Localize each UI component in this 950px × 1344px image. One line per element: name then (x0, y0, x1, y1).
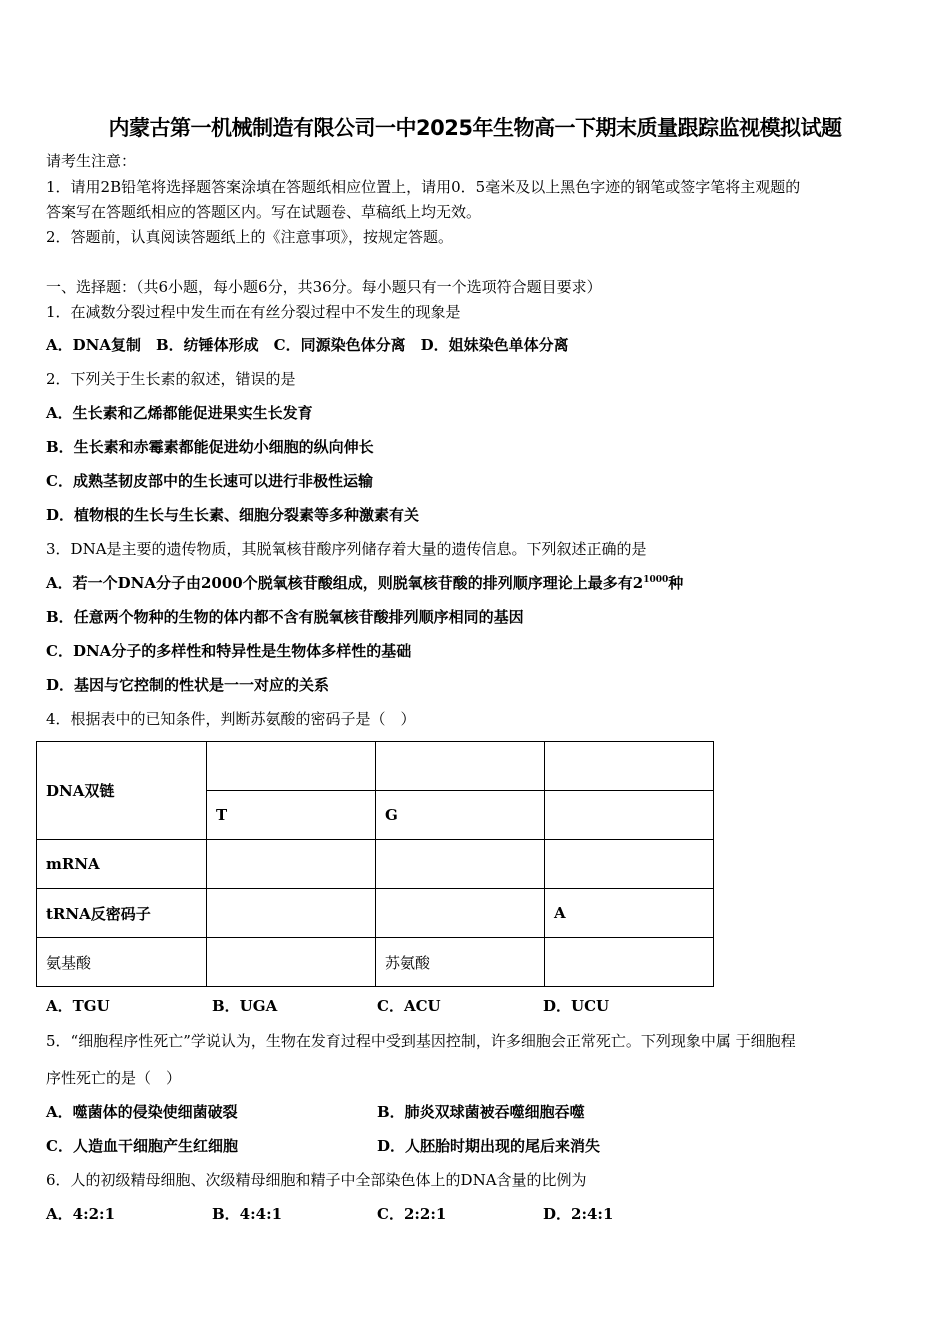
table-cell (207, 938, 376, 987)
dna-label-cell (37, 742, 207, 840)
q3-stem: 3．DNA是主要的遗传物质，其脱氧核苷酸序列储存着大量的遗传信息。下列叙述正确的是 (46, 540, 647, 558)
table-row (37, 938, 714, 987)
q4-option-c: C．ACU (377, 997, 441, 1015)
q4-option-a: A．TGU (46, 997, 110, 1015)
q2-option-b: B．生长素和赤霉素都能促进幼小细胞的纵向伸长 (46, 438, 374, 456)
q1-stem: 1．在减数分裂过程中发生而在有丝分裂过程中不发生的现象是 (46, 303, 461, 321)
mrna-label-cell (37, 840, 207, 889)
q3-option-a-text: A．若一个DNA分子由2000个脱氧核苷酸组成，则脱氧核苷酸的排列顺序理论上最多有2 (46, 574, 644, 592)
table-cell (376, 791, 545, 840)
table-cell (207, 791, 376, 840)
notice-line-2: 2．答题前，认真阅读答题纸上的《注意事项》，按规定答题。 (46, 228, 454, 246)
exam-title: 内蒙古第一机械制造有限公司一中2025年生物高一下期末质量跟踪监视模拟试题 (108, 116, 842, 140)
table-cell (376, 742, 545, 791)
dna-label: DNA双链 (46, 782, 115, 800)
q2-stem: 2．下列关于生长素的叙述，错误的是 (46, 370, 296, 388)
q5-option-a: A．噬菌体的侵染使细菌破裂 (46, 1103, 238, 1121)
q6-option-c: C．2:2:1 (377, 1205, 447, 1223)
q3-option-a-exponent: 1000 (643, 575, 669, 585)
q6-option-a: A．4:2:1 (46, 1205, 116, 1223)
mrna-label: mRNA (46, 855, 100, 873)
table-row (37, 840, 714, 889)
q5-stem-line-2: 序性死亡的是（ ） (46, 1069, 182, 1087)
q2-option-d: D．植物根的生长与生长素、细胞分裂素等多种激素有关 (46, 506, 420, 524)
table-cell (545, 889, 714, 938)
table-row (37, 742, 714, 791)
notice-line-1b: 答案写在答题纸相应的答题区内。写在试题卷、草稿纸上均无效。 (46, 203, 482, 221)
q1-options: A．DNA复制 B．纺锤体形成 C．同源染色体分离 D．姐妹染色单体分离 (46, 336, 569, 354)
q3-option-c: C．DNA分子的多样性和特异性是生物体多样性的基础 (46, 642, 412, 660)
threonine-label: 苏氨酸 (385, 953, 431, 972)
q4-option-d: D．UCU (543, 997, 610, 1015)
trna-label: tRNA反密码子 (46, 904, 151, 923)
table-cell (376, 938, 545, 987)
table-cell (207, 840, 376, 889)
table-cell (545, 840, 714, 889)
amino-acid-label-cell (37, 938, 207, 987)
notice-heading: 请考生注意： (46, 152, 137, 170)
q2-option-c: C．成熟茎韧皮部中的生长速可以进行非极性运输 (46, 472, 373, 490)
dna-base-t: T (216, 806, 228, 824)
table-cell (376, 840, 545, 889)
section-heading: 一、选择题：（共6小题，每小题6分，共36分。每小题只有一个选项符合题目要求） (46, 278, 602, 296)
table-cell (207, 889, 376, 938)
q5-option-d: D．人胚胎时期出现的尾后来消失 (377, 1137, 601, 1155)
q6-option-d: D．2:4:1 (543, 1205, 614, 1223)
table-cell (376, 889, 545, 938)
table-cell (207, 742, 376, 791)
trna-label-cell (37, 889, 207, 938)
q3-option-a (46, 573, 683, 593)
table-cell (545, 742, 714, 791)
q5-option-b: B．肺炎双球菌被吞噬细胞吞噬 (377, 1103, 585, 1121)
trna-base-a: A (554, 904, 566, 922)
dna-base-g: G (385, 806, 398, 824)
q3-option-a-suffix: 种 (668, 574, 684, 592)
table-row (37, 889, 714, 938)
table-cell (545, 791, 714, 840)
q4-stem: 4．根据表中的已知条件，判断苏氨酸的密码子是（ ） (46, 710, 416, 728)
q6-option-b: B．4:4:1 (212, 1205, 283, 1223)
q3-option-b: B．任意两个物种的生物的体内都不含有脱氧核苷酸排列顺序相同的基因 (46, 608, 524, 626)
q5-stem-line-1: 5．“细胞程序性死亡”学说认为，生物在发育过程中受到基因控制，许多细胞会正常死亡。下列现象中属 于细胞程 (46, 1032, 796, 1050)
notice-line-1: 1．请用2B铅笔将选择题答案涂填在答题纸相应位置上，请用0．5毫米及以上黑色字迹的钢笔或签字笔将主观题的 (46, 178, 801, 196)
q5-option-c: C．人造血干细胞产生红细胞 (46, 1137, 238, 1155)
q2-option-a: A．生长素和乙烯都能促进果实生长发育 (46, 404, 313, 422)
codon-table (36, 741, 714, 987)
amino-acid-label: 氨基酸 (46, 953, 92, 972)
q3-option-d: D．基因与它控制的性状是一一对应的关系 (46, 676, 330, 694)
q4-option-b: B．UGA (212, 997, 278, 1015)
table-cell (545, 938, 714, 987)
q6-stem: 6．人的初级精母细胞、次级精母细胞和精子中全部染色体上的DNA含量的比例为 (46, 1171, 587, 1189)
